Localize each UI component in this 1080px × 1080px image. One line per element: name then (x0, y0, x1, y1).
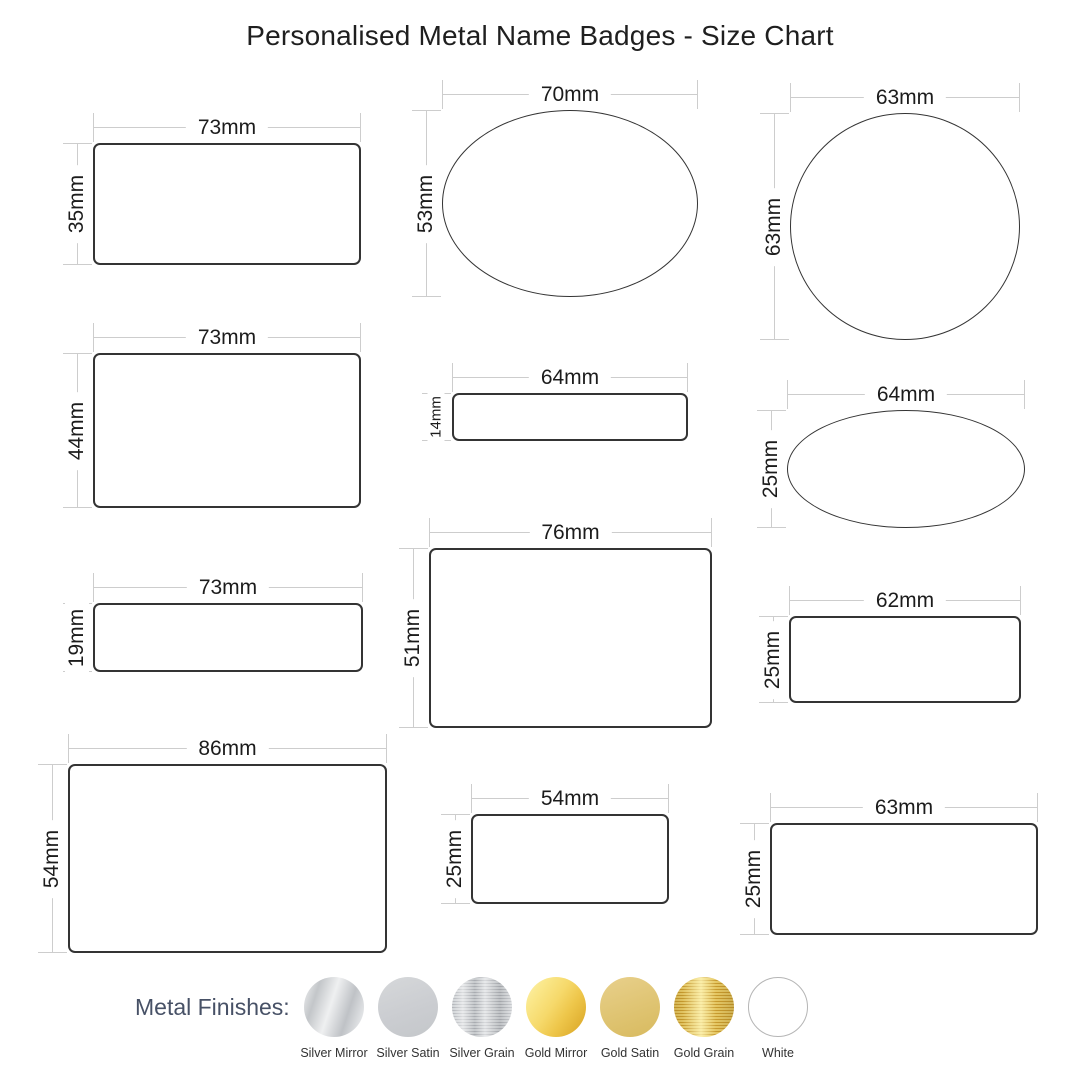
dimension-tick (471, 784, 472, 813)
dimension-tick (687, 363, 688, 392)
badge-rect-73x35 (65, 116, 361, 265)
dimension-tick (757, 410, 786, 411)
finish-swatch-gold-mirror (526, 977, 586, 1037)
height-label: 19mm (65, 598, 89, 676)
finish-name: White (762, 1046, 794, 1060)
dimension-tick (790, 83, 791, 112)
finish-item (593, 977, 667, 1060)
dimension-tick (740, 934, 769, 935)
finish-swatch-white (748, 977, 808, 1037)
finish-item (371, 977, 445, 1060)
badge-shape-rectangle (429, 548, 712, 728)
width-label: 73mm (186, 326, 268, 350)
badge-shape-rectangle (770, 823, 1038, 935)
height-label: 14mm (428, 390, 445, 444)
dimension-tick (1037, 793, 1038, 822)
dimension-tick (399, 548, 428, 549)
finish-name: Gold Grain (673, 1046, 735, 1060)
dimension-tick (789, 586, 790, 615)
height-label: 25mm (742, 840, 766, 918)
width-label: 62mm (864, 589, 946, 613)
dimension-tick (399, 727, 428, 728)
dimension-tick (1020, 586, 1021, 615)
badge-rect-76x51 (401, 521, 712, 728)
dimension-tick (1019, 83, 1020, 112)
dimension-tick (412, 110, 441, 111)
finish-swatch-gold-satin (600, 977, 660, 1037)
width-label: 70mm (529, 83, 611, 107)
width-label: 63mm (864, 86, 946, 110)
badge-rect-63x25 (742, 796, 1038, 935)
height-label: 54mm (40, 819, 64, 897)
dimension-tick (386, 734, 387, 763)
finish-item (445, 977, 519, 1060)
dimension-tick (93, 113, 94, 142)
dimension-tick (770, 793, 771, 822)
finish-name: Silver Grain (449, 1046, 515, 1060)
finish-swatch-silver-mirror (304, 977, 364, 1037)
dimension-tick (360, 323, 361, 352)
height-label: 44mm (65, 391, 89, 469)
height-label: 25mm (759, 430, 783, 508)
finish-name: Silver Mirror (300, 1046, 368, 1060)
badge-shape-circle (790, 113, 1020, 340)
dimension-tick (759, 616, 788, 617)
dimension-tick (362, 573, 363, 602)
dimension-tick (93, 323, 94, 352)
finish-item (519, 977, 593, 1060)
width-label: 54mm (529, 787, 611, 811)
finish-swatch-silver-satin (378, 977, 438, 1037)
page-title: Personalised Metal Name Badges - Size Chart (246, 20, 834, 51)
width-label: 73mm (187, 576, 269, 600)
height-label: 25mm (761, 620, 785, 698)
dimension-tick (63, 264, 92, 265)
width-label: 63mm (863, 796, 945, 820)
height-label: 25mm (443, 820, 467, 898)
dimension-tick (711, 518, 712, 547)
badge-shape-rectangle (68, 764, 387, 953)
dimension-tick (760, 339, 789, 340)
dimension-tick (759, 702, 788, 703)
badge-shape-rectangle (789, 616, 1021, 703)
badge-rect-86x54 (40, 737, 387, 953)
badge-circle-63 (762, 86, 1020, 340)
dimension-tick (429, 518, 430, 547)
dimension-tick (68, 734, 69, 763)
badge-rect-62x25 (761, 589, 1021, 703)
dimension-tick (760, 113, 789, 114)
finish-name: Gold Mirror (524, 1046, 588, 1060)
finish-name: Gold Satin (600, 1046, 660, 1060)
dimension-tick (441, 814, 470, 815)
width-label: 73mm (186, 116, 268, 140)
badge-rect-73x19 (65, 576, 363, 672)
height-label: 63mm (762, 187, 786, 265)
height-label: 51mm (401, 599, 425, 677)
dimension-tick (697, 80, 698, 109)
height-label: 35mm (65, 165, 89, 243)
width-label: 64mm (865, 383, 947, 407)
badge-rect-73x44 (65, 326, 361, 508)
finish-name: Silver Satin (376, 1046, 440, 1060)
finish-item (667, 977, 741, 1060)
dimension-tick (412, 296, 441, 297)
height-label: 53mm (414, 164, 438, 242)
dimension-tick (38, 764, 67, 765)
width-label: 64mm (529, 366, 611, 390)
width-label: 76mm (529, 521, 611, 545)
badge-shape-rectangle (93, 603, 363, 672)
finish-swatch-silver-grain (452, 977, 512, 1037)
badge-shape-rectangle (452, 393, 688, 441)
badge-oval-64x25 (759, 383, 1025, 528)
dimension-tick (360, 113, 361, 142)
dimension-tick (63, 143, 92, 144)
badge-shape-rectangle (93, 353, 361, 508)
badge-rect-54x25 (443, 787, 669, 904)
dimension-tick (441, 903, 470, 904)
dimension-tick (38, 952, 67, 953)
finish-item (297, 977, 371, 1060)
dimension-tick (452, 363, 453, 392)
dimension-tick (442, 80, 443, 109)
finish-swatch-gold-grain (674, 977, 734, 1037)
width-label: 86mm (186, 737, 268, 761)
badge-shape-oval (442, 110, 698, 297)
dimension-tick (668, 784, 669, 813)
finish-item (741, 977, 815, 1060)
badge-shape-rectangle (93, 143, 361, 265)
dimension-tick (757, 527, 786, 528)
badge-shape-rectangle (471, 814, 669, 904)
dimension-tick (787, 380, 788, 409)
dimension-tick (93, 573, 94, 602)
metal-finishes-label: Metal Finishes: (135, 994, 290, 1020)
dimension-tick (740, 823, 769, 824)
metal-finishes-row (297, 977, 815, 1060)
dimension-tick (63, 507, 92, 508)
dimension-tick (63, 353, 92, 354)
badge-rect-64x14 (427, 366, 688, 441)
dimension-tick (1024, 380, 1025, 409)
badge-oval-70x53 (414, 83, 698, 297)
badge-shape-oval (787, 410, 1025, 528)
